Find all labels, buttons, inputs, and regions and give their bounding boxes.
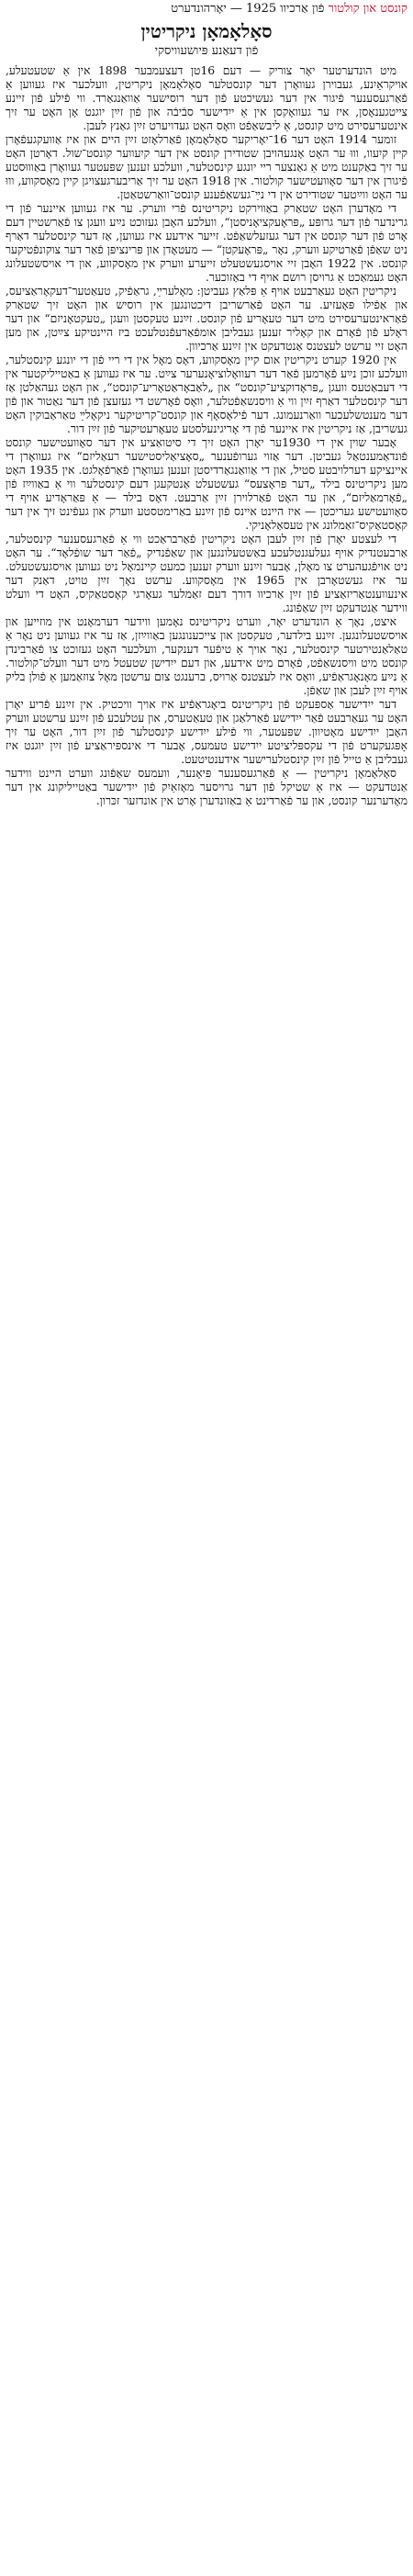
article-body	[6, 64, 407, 808]
article-paragraph: סאָלאָמאָן ניקריטין — אַ פֿאַרגעסענער פּיאָנער, וועמעס שאַפֿונג ווערט היינט ווידער אַנטדעקט — איז אַ שטיקל פֿון דער גרויסער מאָזאַיִק פֿון ייִדישער באַטייליקונג אין דער מאָדערנער קונסט, און ער פֿאַרדינט אַ באַזונדערן אָרט אין אונדזער זכּרון.	[6, 767, 407, 807]
article-paragraph: די לעצטע יאָרן פֿון זײַן לעבן האָט ניקריטין פֿאַרבראַכט ווי אַ פֿאַרגעסענער קינסטלער, אַרבעטנדיק אויף געלעגנטלעכע באַשטעלונגען און שאַפֿנדיק „פֿאַר דער שופֿלאָד“. ער האָט ניט אויפֿגעהערט צו מאָלן, אָבער זײַנע ווערק זענען כמעט קיינמאָל ניט געווען אויסגעשטעלט. ער איז געשטאָרבן אין 1965 אין מאָסקווע. ערשט נאָך זײַן טויט, דאַנק דער אינעווענטאַריזאַציע פֿון זײַן אַרכיוו דורך דעם זאַמלער געאָרגי קאָסטאַקיס, האָט די וועלט ווידער אַנטדעקט זײַן שאַפֿונג.	[6, 533, 408, 614]
article-paragraph: די מאָדערן האָט שטאַרק באַווירקט ניקריטינס פֿרי ווערק. ער איז געווען איינער פֿון די גרינדער פֿון דער גרופּע „פּראָעקציאָניסטן“, וועלכע האָבן געזוכט נײַע וועגן צו פֿאַרשטיין דעם אָרט פֿון דער קונסט אין דער געזעלשאַפֿט. זייער אידעע איז געווען, אַז דער קינסטלער דאַרף ניט שאַפֿן פֿאַרטיקע ווערק, נאָר „פּראָעקטן“ — מעטאָדן און פּרינציפּן פֿאַר דער צוקונפֿטיקער קונסט. אין 1922 האָבן זיי אויסגעשטעלט זייערע ווערק אין מאָסקווע, און די אויסשטעלונג האָט געמאַכט אַ גרויסן רושם אויף די באַזוכער.	[6, 202, 407, 284]
article-paragraph: אָבער שוין אין די 1930ער יאָרן האָט זיך די סיטואַציע אין דער סאָוועטישער קונסט פֿונדאַמענטאַל געביטן. דער אַזוי גערופֿענער „סאָציאַליסטישער רעאַליזם“ איז געוואָרן די איינציקע דערלויבטע סטיל, און די אַוואַנגאַרדיסטן זענען געוואָרן פֿאַרפֿאָלגט. אין 1935 האָט מען ניקריטינס בילד „דער פּראָצעס“ געשטעלט אַנטקעגן דעם קינסטלער ווי אַ באַווײַז פֿון „פֿאָרמאַליזם“, און ער האָט פֿאַרלוירן זײַן אַרבעט. דאָס בילד — אַ פּאַראָדיע אויף די סאָוועטישע געריכטן — איז היינט איינס פֿון זײַנע באַרימטסטע ווערק און געפֿינט זיך אין דער קאָסטאַקיס־זאַמלונג אין טעסאַלאָניקי.	[6, 436, 408, 532]
section-header	[6, 2, 407, 17]
article-paragraph: מיט הונדערטער יאָר צוריק — דעם 16טן דעצעמבער 1898 אין אַ שטעטעלע, אויקראַיִנע, געבוירן געוואָרן דער קונסטלער סאָלאָמאָן ניקריטין, וועלכער איז געווען אַ פֿאַרגעסענער פֿיגור אין דער געשיכטע פֿון דער רוסישער אַוואַנגאַרד. ווי פֿילע פֿון זיינע צייטגענאָסן, איז ער געוואָקסן אין אַ ייִדישער סבֿיבֿה און פֿון זײַן יוגנט אָן האָט ער זיך אינטערעסירט מיט קונסט, אַ ליבשאַפֿט וואָס האָט געדויערט זײַן גאַנץ לעבן.	[6, 64, 407, 132]
section-archive-text: אַרכיוו 1925 — יאָרהונדערט	[171, 2, 308, 16]
article-byline: פֿון דעאַנע פּיושעוויסקי	[154, 44, 259, 58]
article-title: סאָלאָמאָן ניקריטין	[140, 20, 273, 42]
article-paragraph: איצט, נאָך אַ הונדערט יאָר, ווערט ניקריטינס נאָמען ווידער דערמאָנט אין מוזייען און אויסשטעלונגען. זײַנע בילדער, טעקסטן און צייכענונגען באַווײַזן, אַז ער איז געווען ניט נאָר אַ טאַלאַנטירטער קינסטלער, נאָר אויך אַ טיפֿער דענקער, וועלכער האָט געזוכט צו פֿאַרבינדן קונסט מיט וויסנשאַפֿט, פֿאָרם מיט אידעע, און דעם ייִדישן שטעטל מיט דער וועלט־קולטור. אַ נײַע מאָנאָגראַפֿיע, וואָס איז לעצטנס אַרויס, ברענגט צום ערשטן מאָל צוזאַמען אַ פֿולן בליק אויף זײַן לעבן און שאַפֿן.	[6, 615, 407, 697]
article-paragraph: זומער 1914 האָט דער 16־יאָריקער סאָלאָמאָן פֿאַרלאָזט זײַן היים און איז אַוועקגעפֿאָרן קיין קיִעוו, וווּ ער האָט אָנגעהויבן שטודירן קונסט אין דער קיִעווער קונסט־שול. דאָרטן האָט ער זיך באַקענט מיט אַ גאַנצער ריי יונגע קינסטלער, וועלכע זענען שפּעטער געוואָרן באַוווּסטע פֿיגורן אין דער סאָוועטישער קולטור. אין 1918 האָט ער זיך אַריבערגעצויגן קיין מאָסקווע, וווּ ער האָט ווײַטער שטודירט אין די נײַ־געשאַפֿענע קונסט־וואַרשטאַטן.	[6, 133, 407, 201]
article-page	[0, 0, 413, 808]
section-from-text: פֿון	[312, 2, 325, 16]
article-paragraph: דער ייִדישער אַספּעקט פֿון ניקריטינס ביאָגראַפֿיע איז אויך וויכטיק. אין זײַנע פֿריע יאָרן האָט ער געאַרבעט פֿאַר ייִדישע פֿאַרלאַגן און טעאַטערס, און עטלעכע פֿון זײַנע ערשטע ווערק האָבן ייִדישע מאָטיוון. שפּעטער, ווי פֿילע ייִדישע קינסטלער פֿון זײַן דור, האָט ער זיך אָפּגעקערט פֿון די עקספּליציטע ייִדישע טעמעס, אָבער די אינספּיראַציע פֿון זײַן יוגנט איז געבליבן אַ טייל פֿון זײַן קינסטלערישער אידענטיטעט.	[6, 698, 407, 766]
article-paragraph: ניקריטין האָט געאַרבעט אויף אַ פּלאַץ געביטן: מאָלערײַ, גראַפֿיק, טעאַטער־דעקאָראַציעס, און אַפֿילו פּאָעזיע. ער האָט פֿאַרשריבן דיכטונגען אין רוסיש און האָט זיך שטאַרק פֿאַראינטערעסירט מיט דער טעאָריע פֿון קונסט. זײַנע טעקסטן וועגן „טעקטאָניזם“ און דער ראָלע פֿון פֿאָרם און קאָליר זענען געבליבן אומפֿאַרעפֿנטלעכט ביז היינטיקע צײַטן, און מען האָט זיי ערשט לעצטנס אַנטדעקט אין זײַנע אַרכיוון.	[6, 285, 407, 353]
article-paragraph: אין 1920 קערט ניקריטין אום קיין מאָסקווע, דאָס מאָל אין די ריי פֿון די יונגע קינסטלער, וועלכע זוכן נײַע פֿאָרמען פֿאַר דער רעוואָלוציאָנערער צײַט. ער איז געווען אַ באַטייליקטער אין די דעבאַטעס וועגן „פּראָדוקציע־קונסט“ און „לאַבאָראַטאָריע־קונסט“, און האָט געהאַלטן אַז דער קינסטלער דאַרף זײַן ווי אַ וויסנשאַפֿטלער, וואָס פֿאָרשט די געזעצן פֿון דער נאַטור און פֿון דער מענטשלעכער וואַרנעמונג. דער פֿילאָסאָף און קונסט־קריטיקער ניקאָלײַ טאַראַבוקין האָט געשריבן, אַז ניקריטין איז איינער פֿון די אָריגינעלסטע טעאָרעטיקער פֿון זײַן דור.	[6, 354, 407, 435]
section-name-link[interactable]: קונסט און קולטור	[328, 2, 407, 16]
